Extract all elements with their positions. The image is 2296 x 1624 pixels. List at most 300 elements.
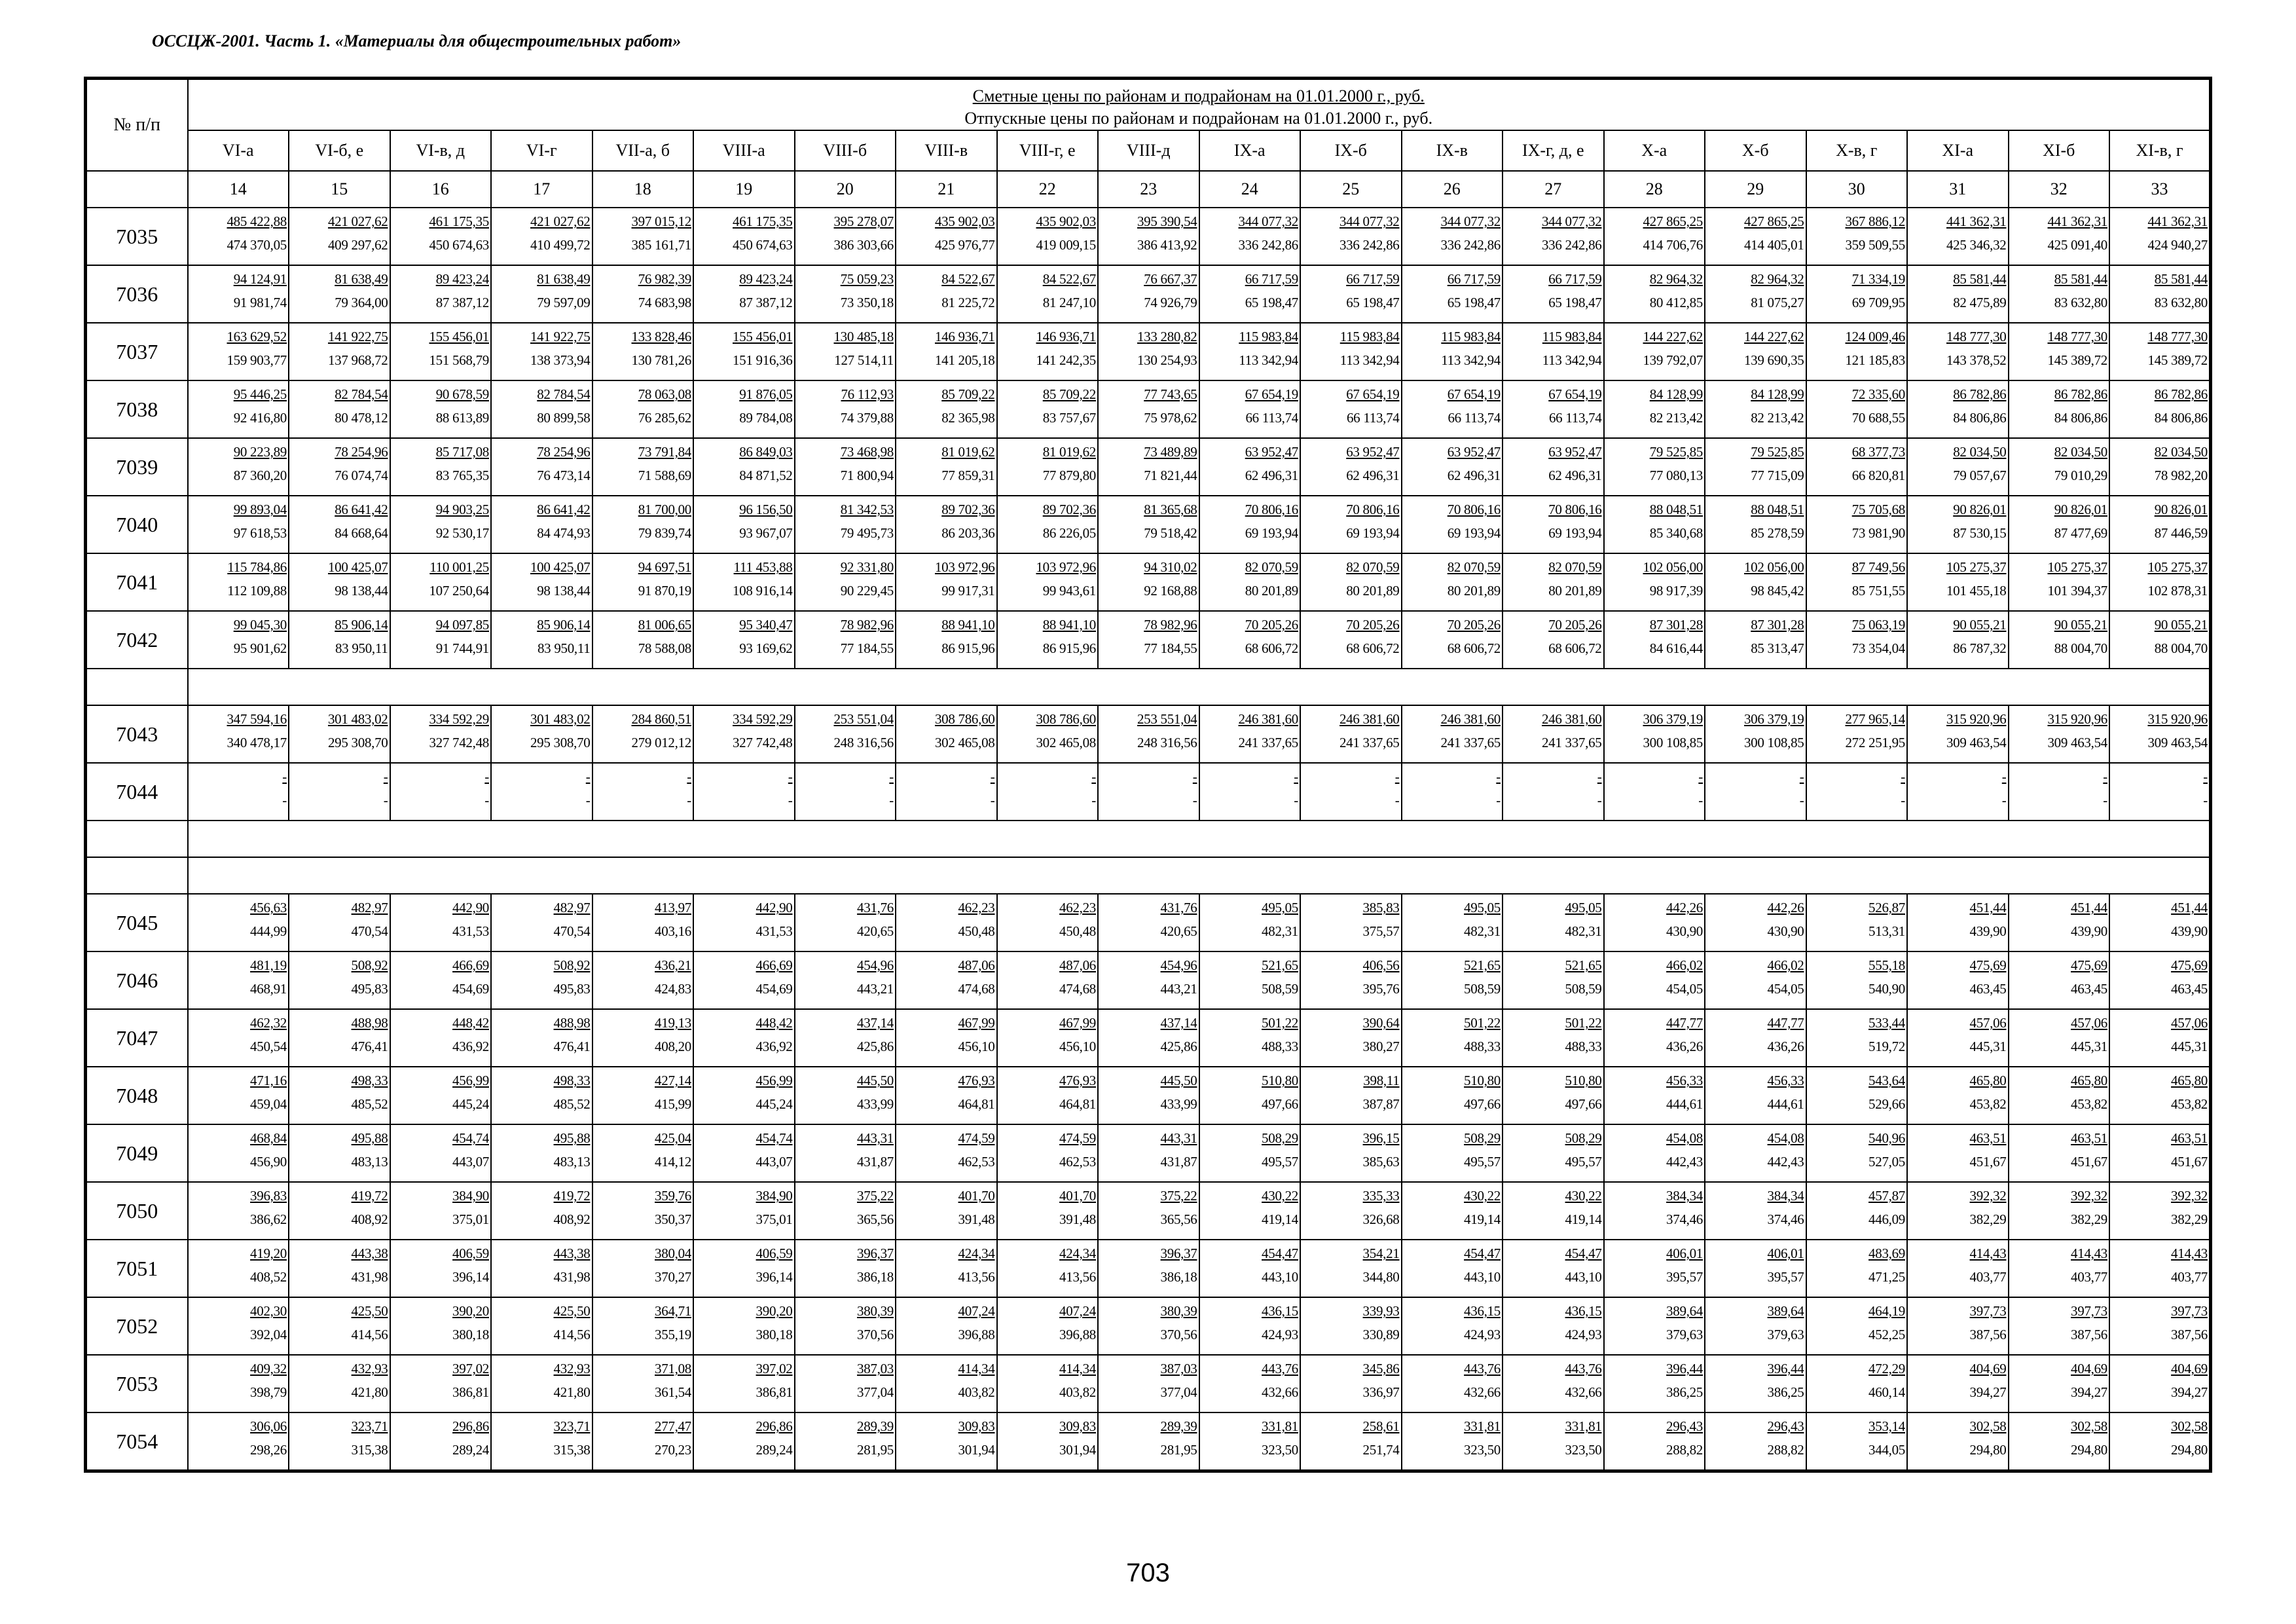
estimate-price: 456,99 <box>756 1073 793 1088</box>
price-cell <box>1300 1009 1402 1067</box>
release-price: 86 226,05 <box>1042 525 1096 541</box>
release-price: 443,10 <box>1565 1269 1602 1285</box>
release-price: 425 091,40 <box>2047 237 2107 253</box>
release-price: - <box>1901 792 1905 808</box>
price-cell <box>2109 1124 2211 1182</box>
release-price: 241 337,65 <box>1339 735 1400 750</box>
release-price: 66 113,74 <box>1245 410 1298 426</box>
estimate-price: 404,69 <box>2071 1361 2107 1376</box>
release-price: 439,90 <box>2171 923 2208 939</box>
table-row <box>86 1240 2211 1297</box>
price-cell <box>1907 323 2009 380</box>
release-price: 394,27 <box>2071 1384 2107 1400</box>
regions-row <box>86 130 2211 171</box>
estimate-price: 482,97 <box>553 900 591 915</box>
estimate-price: 144 227,62 <box>1743 329 1804 344</box>
estimate-price: 445,50 <box>857 1073 894 1088</box>
estimate-price: 396,15 <box>1362 1130 1400 1146</box>
release-price: 65 198,47 <box>1548 295 1602 310</box>
release-price: 90 229,45 <box>840 583 894 599</box>
price-cell <box>289 1412 390 1471</box>
release-price: 403,77 <box>1969 1269 2007 1285</box>
estimate-price: 309,83 <box>958 1418 995 1434</box>
release-price: 483,13 <box>553 1154 591 1170</box>
price-cell <box>188 496 289 553</box>
estimate-price: 70 205,26 <box>1548 617 1602 633</box>
estimate-price: 425,50 <box>553 1303 591 1319</box>
price-cell <box>1604 1297 1705 1355</box>
estimate-price: 407,24 <box>958 1303 995 1319</box>
price-cell <box>1907 1067 2009 1124</box>
estimate-price: 436,15 <box>1262 1303 1298 1319</box>
table-row <box>86 1124 2211 1182</box>
release-price: 108 916,14 <box>732 583 793 599</box>
column-number: 23 <box>1098 171 1199 208</box>
estimate-price: 510,80 <box>1262 1073 1298 1088</box>
release-price: 540,90 <box>1868 981 1905 997</box>
price-cell <box>1098 1240 1199 1297</box>
release-price: 387,56 <box>2071 1327 2107 1342</box>
release-price: 80 201,89 <box>1447 583 1501 599</box>
estimate-price: 82 070,59 <box>1245 559 1298 575</box>
price-cell <box>1705 1124 1806 1182</box>
price-cell <box>1402 553 1503 611</box>
estimate-price: 396,83 <box>250 1188 287 1204</box>
release-price: 87 387,12 <box>435 295 489 310</box>
price-cell <box>188 1067 289 1124</box>
estimate-price: 462,23 <box>958 900 995 915</box>
release-price: 83 632,80 <box>2154 295 2208 310</box>
price-cell <box>592 1124 694 1182</box>
estimate-price: 70 806,16 <box>1245 502 1298 517</box>
price-cell <box>997 611 1099 669</box>
release-price: 488,33 <box>1565 1039 1602 1054</box>
price-cell <box>896 1240 997 1297</box>
price-cell <box>1300 1412 1402 1471</box>
release-price: 79 839,74 <box>638 525 691 541</box>
release-price: 394,27 <box>2171 1384 2208 1400</box>
release-price: 476,41 <box>351 1039 388 1054</box>
estimate-price: 501,22 <box>1565 1015 1602 1031</box>
release-price: 84 871,52 <box>739 468 793 483</box>
price-cell <box>1503 323 1604 380</box>
release-price: 81 225,72 <box>941 295 995 310</box>
section-gap-row <box>86 821 2211 857</box>
estimate-price: 435 902,03 <box>934 213 995 229</box>
price-cell <box>188 1182 289 1240</box>
price-cell <box>896 1067 997 1124</box>
release-price: 386,25 <box>1666 1384 1703 1400</box>
estimate-price: 111 453,88 <box>733 559 793 575</box>
price-cell <box>1402 951 1503 1009</box>
price-cell <box>289 951 390 1009</box>
estimate-price: 463,51 <box>2071 1130 2107 1146</box>
release-price: 497,66 <box>1464 1096 1501 1112</box>
price-cell <box>188 1297 289 1355</box>
price-cell <box>390 894 492 951</box>
release-price: 463,45 <box>2071 981 2107 997</box>
estimate-price: 413,97 <box>655 900 691 915</box>
price-cell <box>2109 208 2211 265</box>
release-price: 386,18 <box>857 1269 894 1285</box>
price-cell <box>1907 611 2009 669</box>
release-price: 91 870,19 <box>638 583 691 599</box>
estimate-price: 482,97 <box>351 900 388 915</box>
price-cell <box>188 1240 289 1297</box>
price-cell <box>188 611 289 669</box>
estimate-price: 78 254,96 <box>537 444 591 460</box>
release-price: 419,14 <box>1464 1211 1501 1227</box>
estimate-price: 462,23 <box>1059 900 1096 915</box>
release-price: 414,56 <box>351 1327 388 1342</box>
release-price: 93 967,07 <box>739 525 793 541</box>
estimate-price: 414,43 <box>2071 1246 2107 1261</box>
item-code: 7043 <box>86 705 188 763</box>
estimate-price: 88 941,10 <box>941 617 995 633</box>
price-cell <box>2109 894 2211 951</box>
release-price: 315,38 <box>553 1442 591 1458</box>
price-cell <box>1806 1240 1908 1297</box>
price-cell <box>1300 208 1402 265</box>
estimate-price: 309,83 <box>1059 1418 1096 1434</box>
price-cell <box>1907 951 2009 1009</box>
price-cell <box>997 1067 1099 1124</box>
release-price: 424,83 <box>655 981 691 997</box>
estimate-price: 465,80 <box>1969 1073 2007 1088</box>
estimate-price: 115 983,84 <box>1239 329 1298 344</box>
price-cell <box>1098 894 1199 951</box>
release-price: 85 278,59 <box>1751 525 1804 541</box>
estimate-price: 76 112,93 <box>841 386 894 402</box>
estimate-price: 301 483,02 <box>530 711 591 727</box>
price-cell <box>2109 1240 2211 1297</box>
price-cell <box>795 1124 896 1182</box>
price-cell <box>1604 438 1705 496</box>
price-cell <box>1199 894 1301 951</box>
estimate-price: 441 362,31 <box>2047 213 2107 229</box>
estimate-price: 451,44 <box>1969 900 2007 915</box>
estimate-price: 94 310,02 <box>1144 559 1197 575</box>
price-cell <box>1705 1182 1806 1240</box>
release-price: 302 465,08 <box>1036 735 1096 750</box>
release-price: 69 193,94 <box>1245 525 1298 541</box>
price-cell <box>1199 265 1301 323</box>
estimate-price: 67 654,19 <box>1346 386 1400 402</box>
price-cell <box>997 265 1099 323</box>
estimate-price: 82 070,59 <box>1548 559 1602 575</box>
estimate-price: 454,74 <box>756 1130 793 1146</box>
price-cell <box>1503 1297 1604 1355</box>
estimate-price: 421 027,62 <box>327 213 388 229</box>
estimate-price: 84 522,67 <box>941 271 995 287</box>
estimate-price: 443,38 <box>351 1246 388 1261</box>
release-price: 69 709,95 <box>1851 295 1905 310</box>
column-number-blank <box>86 171 188 208</box>
release-price: 62 496,31 <box>1346 468 1400 483</box>
estimate-price: 79 525,85 <box>1649 444 1703 460</box>
estimate-price: 89 423,24 <box>435 271 489 287</box>
price-cell <box>997 438 1099 496</box>
price-cell <box>795 323 896 380</box>
release-price: 294,80 <box>1969 1442 2007 1458</box>
estimate-price: 495,05 <box>1565 900 1602 915</box>
release-price: 508,59 <box>1464 981 1501 997</box>
price-cell <box>997 323 1099 380</box>
estimate-price: - <box>1799 769 1804 784</box>
region-header: XI-б <box>2009 130 2110 171</box>
estimate-price: 90 826,01 <box>1953 502 2007 517</box>
release-price: 419,14 <box>1565 1211 1602 1227</box>
estimate-price: - <box>1901 769 1905 784</box>
price-cell <box>1806 611 1908 669</box>
estimate-price: 81 019,62 <box>941 444 995 460</box>
estimate-price: 323,71 <box>553 1418 591 1434</box>
estimate-price: 81 700,00 <box>638 502 691 517</box>
column-number: 24 <box>1199 171 1301 208</box>
price-cell <box>592 894 694 951</box>
release-price: 87 446,59 <box>2154 525 2208 541</box>
estimate-price: 63 952,47 <box>1346 444 1400 460</box>
release-price: 425,86 <box>1160 1039 1197 1054</box>
release-price: 336 242,86 <box>1541 237 1602 253</box>
price-cell <box>1503 1182 1604 1240</box>
price-cell <box>1300 1067 1402 1124</box>
price-cell <box>896 265 997 323</box>
price-cell <box>1806 894 1908 951</box>
estimate-price: 404,69 <box>1969 1361 2007 1376</box>
release-price: 450 674,63 <box>429 237 489 253</box>
release-price: 89 784,08 <box>739 410 793 426</box>
release-price: 62 496,31 <box>1548 468 1602 483</box>
estimate-price: 367 886,12 <box>1845 213 1905 229</box>
price-cell <box>1300 763 1402 821</box>
price-cell <box>795 611 896 669</box>
estimate-price: 81 638,49 <box>537 271 591 287</box>
price-cell <box>592 496 694 553</box>
gap-cell <box>188 669 2211 705</box>
estimate-price: 86 782,86 <box>1953 386 2007 402</box>
price-cell <box>2009 1412 2110 1471</box>
price-cell <box>1705 705 1806 763</box>
estimate-price: 73 489,89 <box>1144 444 1197 460</box>
region-header: IX-а <box>1199 130 1301 171</box>
price-cell <box>795 208 896 265</box>
estimate-price: 96 156,50 <box>739 502 793 517</box>
release-price: 79 597,09 <box>537 295 591 310</box>
release-price: 431,53 <box>756 923 793 939</box>
release-price: 336,97 <box>1362 1384 1400 1400</box>
release-price: 431,87 <box>857 1154 894 1170</box>
release-price: 248 316,56 <box>833 735 894 750</box>
estimate-price: 90 055,21 <box>2054 617 2107 633</box>
estimate-price: 390,20 <box>756 1303 793 1319</box>
release-price: 101 455,18 <box>1946 583 2007 599</box>
estimate-price: 419,72 <box>351 1188 388 1204</box>
price-cell <box>795 553 896 611</box>
estimate-price: - <box>1496 769 1501 784</box>
price-cell <box>592 1412 694 1471</box>
release-price: 424,93 <box>1262 1327 1298 1342</box>
estimate-price: 395 278,07 <box>833 213 894 229</box>
price-cell <box>2109 611 2211 669</box>
estimate-price: 454,08 <box>1666 1130 1703 1146</box>
release-price: 370,27 <box>655 1269 691 1285</box>
release-price: 82 365,98 <box>941 410 995 426</box>
release-price: - <box>889 792 894 808</box>
estimate-price: 82 070,59 <box>1447 559 1501 575</box>
estimate-price: 543,64 <box>1868 1073 1905 1088</box>
price-cell <box>693 611 795 669</box>
price-cell <box>491 380 592 438</box>
estimate-price: 76 667,37 <box>1144 271 1197 287</box>
release-price: 139 792,07 <box>1643 352 1703 368</box>
price-cell <box>491 553 592 611</box>
release-price: 98 917,39 <box>1649 583 1703 599</box>
release-price: 79 518,42 <box>1144 525 1197 541</box>
release-price: 87 477,69 <box>2054 525 2107 541</box>
price-cell <box>1199 1182 1301 1240</box>
estimate-price: 464,19 <box>1868 1303 1905 1319</box>
price-cell <box>1402 265 1503 323</box>
price-cell <box>289 438 390 496</box>
release-price: 468,91 <box>250 981 287 997</box>
price-cell <box>2109 705 2211 763</box>
estimate-price: 432,93 <box>351 1361 388 1376</box>
release-price: 377,04 <box>1160 1384 1197 1400</box>
price-cell <box>1402 323 1503 380</box>
release-price: 74 683,98 <box>638 295 691 310</box>
item-code: 7049 <box>86 1124 188 1182</box>
price-cell <box>1806 380 1908 438</box>
release-price: 453,82 <box>1969 1096 2007 1112</box>
price-cell <box>289 1240 390 1297</box>
estimate-price: 85 717,08 <box>435 444 489 460</box>
release-price: 445,31 <box>1969 1039 2007 1054</box>
estimate-price: 87 749,56 <box>1851 559 1905 575</box>
estimate-price: 476,93 <box>1059 1073 1096 1088</box>
release-price: 379,63 <box>1666 1327 1703 1342</box>
estimate-price: 448,42 <box>452 1015 489 1031</box>
release-price: 495,83 <box>351 981 388 997</box>
price-cell <box>1199 1067 1301 1124</box>
item-code: 7051 <box>86 1240 188 1297</box>
estimate-price: 82 784,54 <box>537 386 591 402</box>
estimate-price: 495,88 <box>351 1130 388 1146</box>
estimate-price: 414,34 <box>958 1361 995 1376</box>
release-price: 141 242,35 <box>1036 352 1096 368</box>
table-row <box>86 553 2211 611</box>
estimate-price: 406,59 <box>452 1246 489 1261</box>
price-cell <box>1806 1182 1908 1240</box>
release-price: 365,56 <box>1160 1211 1197 1227</box>
estimate-price: 67 654,19 <box>1447 386 1501 402</box>
release-price: 279 012,12 <box>631 735 691 750</box>
estimate-price: 73 468,98 <box>840 444 894 460</box>
estimate-price: 141 922,75 <box>530 329 591 344</box>
price-cell <box>2009 323 2110 380</box>
release-price: 241 337,65 <box>1440 735 1501 750</box>
estimate-price: 442,26 <box>1767 900 1804 915</box>
release-price: - <box>1091 792 1096 808</box>
release-price: 71 588,69 <box>638 468 691 483</box>
price-cell <box>896 763 997 821</box>
price-cell <box>997 1182 1099 1240</box>
price-cell <box>693 763 795 821</box>
release-price: 151 568,79 <box>429 352 489 368</box>
price-cell <box>1098 1355 1199 1412</box>
price-cell <box>188 1009 289 1067</box>
estimate-price: 441 362,31 <box>2147 213 2208 229</box>
price-cell <box>693 1009 795 1067</box>
estimate-price: 82 034,50 <box>1953 444 2007 460</box>
release-price: 323,50 <box>1565 1442 1602 1458</box>
price-cell <box>390 1067 492 1124</box>
table-row <box>86 611 2211 669</box>
price-cell <box>1503 611 1604 669</box>
release-price: 451,67 <box>1969 1154 2007 1170</box>
price-cell <box>1402 380 1503 438</box>
price-cell <box>997 380 1099 438</box>
release-price: 396,88 <box>958 1327 995 1342</box>
price-cell <box>188 705 289 763</box>
price-cell <box>188 763 289 821</box>
release-price: 508,59 <box>1565 981 1602 997</box>
price-cell <box>1402 1240 1503 1297</box>
release-price: 86 915,96 <box>1042 640 1096 656</box>
price-cell <box>1300 951 1402 1009</box>
estimate-price: 495,05 <box>1262 900 1298 915</box>
release-price: 71 800,94 <box>840 468 894 483</box>
release-price: 86 203,36 <box>941 525 995 541</box>
estimate-price: 75 705,68 <box>1851 502 1905 517</box>
release-price: 71 821,44 <box>1144 468 1197 483</box>
price-cell <box>491 705 592 763</box>
price-cell <box>592 951 694 1009</box>
price-cell <box>1705 208 1806 265</box>
price-cell <box>289 208 390 265</box>
estimate-price: 246 381,60 <box>1440 711 1501 727</box>
estimate-price: 253 551,04 <box>833 711 894 727</box>
release-price: 386,81 <box>756 1384 793 1400</box>
estimate-price: 466,02 <box>1666 957 1703 973</box>
price-cell <box>2109 265 2211 323</box>
estimate-price: 392,32 <box>2171 1188 2208 1204</box>
release-price: 409 297,62 <box>327 237 388 253</box>
release-price: 451,67 <box>2171 1154 2208 1170</box>
release-price: 456,10 <box>958 1039 995 1054</box>
release-price: 159 903,77 <box>227 352 287 368</box>
estimate-price: 451,44 <box>2071 900 2107 915</box>
estimate-price: 465,80 <box>2171 1073 2208 1088</box>
release-price: 386,18 <box>1160 1269 1197 1285</box>
release-price: 78 588,08 <box>638 640 691 656</box>
price-cell <box>2009 1297 2110 1355</box>
estimate-price: 437,14 <box>1160 1015 1197 1031</box>
price-cell <box>1300 1182 1402 1240</box>
price-cell <box>1705 553 1806 611</box>
release-price: 74 379,88 <box>840 410 894 426</box>
price-cell <box>390 553 492 611</box>
release-price: 452,25 <box>1868 1327 1905 1342</box>
estimate-price: - <box>1597 769 1602 784</box>
price-cell <box>1705 438 1806 496</box>
release-price: 443,21 <box>857 981 894 997</box>
estimate-price: 436,15 <box>1565 1303 1602 1319</box>
release-price: 482,31 <box>1565 923 1602 939</box>
price-cell <box>896 1412 997 1471</box>
estimate-price: 81 019,62 <box>1042 444 1096 460</box>
price-cell <box>1098 763 1199 821</box>
